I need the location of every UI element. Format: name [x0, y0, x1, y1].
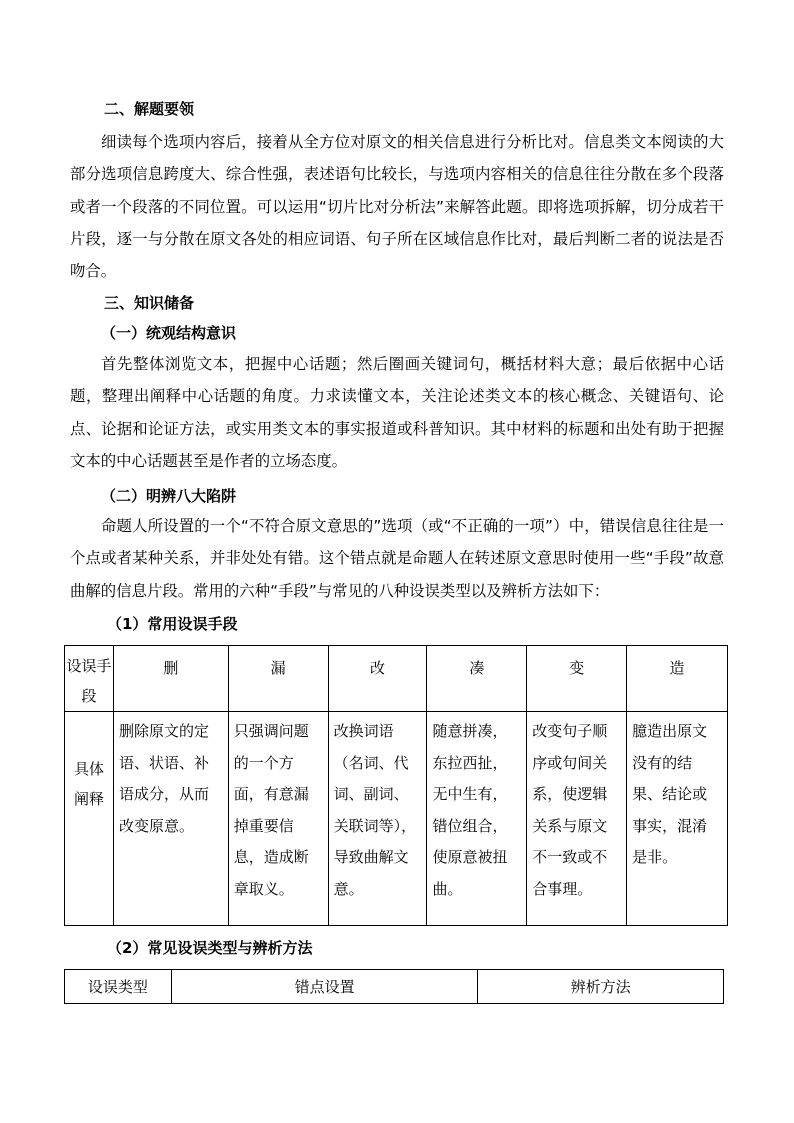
explanation-cell: 删除原文的定语、状语、补语成分，从而改变原意。 — [113, 712, 228, 926]
header-analysis-method: 辨析方法 — [478, 970, 724, 1004]
table-body-row — [65, 712, 728, 926]
explanation-cell: 改变句子顺序或句间关系，使逻辑关系与原文不一致或不合事理。 — [527, 712, 627, 926]
section-3-title: 三、知识储备 — [104, 294, 195, 312]
explanation-cell: 随意拼凑，东拉西扯，无中生有，错位组合，使原意被扭曲。 — [427, 712, 527, 926]
row-label-methods: 设误手段 — [65, 646, 114, 712]
header-type: 设误类型 — [65, 970, 172, 1004]
row-label-explanation: 具体阐释 — [65, 712, 114, 926]
error-methods-table — [64, 645, 728, 926]
header-error-point: 错点设置 — [171, 970, 478, 1004]
method-cell: 改 — [328, 646, 427, 712]
method-cell: 漏 — [228, 646, 328, 712]
error-types-table — [64, 969, 724, 1004]
table-2-caption: （2）常见设误类型与辨析方法 — [107, 939, 313, 957]
subsection-1-paragraph: 首先整体浏览文本，把握中心话题；然后圈画关键词句，概括材料大意；最后依据中心话题，整理出阐释中心话题的角度。力求读懂文本，关注论述类文本的核心概念、关键语句、论点、论据和论证方法，或实用类文本的事实报道或科普知识。其中材料的标题和出处有助于把握文本的中心话题甚至是作者的立场态度。 — [70, 355, 724, 470]
explanation-cell: 臆造出原文没有的结果、结论或事实，混淆是非。 — [627, 712, 728, 926]
subsection-1-title: （一）统观结构意识 — [101, 324, 237, 342]
method-cell: 凑 — [427, 646, 527, 712]
table-header-row — [65, 970, 724, 1004]
subsection-2-paragraph: 命题人所设置的一个“不符合原文意思的”选项（或“不正确的一项”）中，错误信息往往是一个点或者某种关系，并非处处有错。这个错点就是命题人在转述原文意思时使用一些“手段”故意曲解的信息片段。常用的六种“手段”与常见的八种设误类型以及辨析方法如下： — [70, 517, 724, 600]
section-2-paragraph: 细读每个选项内容后，接着从全方位对原文的相关信息进行分析比对。信息类文本阅读的大部分选项信息跨度大、综合性强，表述语句比较长，与选项内容相关的信息往往分散在多个段落或者一个段落的不同位置。可以运用“切片比对分析法”来解答此题。即将选项拆解，切分成若干片段，逐一与分散在原文各处的相应词语、句子所在区域信息作比对，最后判断二者的说法是否吻合。 — [70, 133, 724, 281]
table-1-caption: （1）常用设误手段 — [107, 615, 238, 633]
explanation-cell: 只强调问题的一个方面，有意漏掉重要信息，造成断章取义。 — [228, 712, 328, 926]
method-cell: 造 — [627, 646, 728, 712]
subsection-2-title: （二）明辨八大陷阱 — [101, 487, 237, 505]
section-2-title: 二、解题要领 — [104, 100, 195, 118]
method-cell: 删 — [113, 646, 228, 712]
method-cell: 变 — [527, 646, 627, 712]
explanation-cell: 改换词语（名词、代词、副词、关联词等），导致曲解文意。 — [328, 712, 427, 926]
table-header-row — [65, 646, 728, 712]
